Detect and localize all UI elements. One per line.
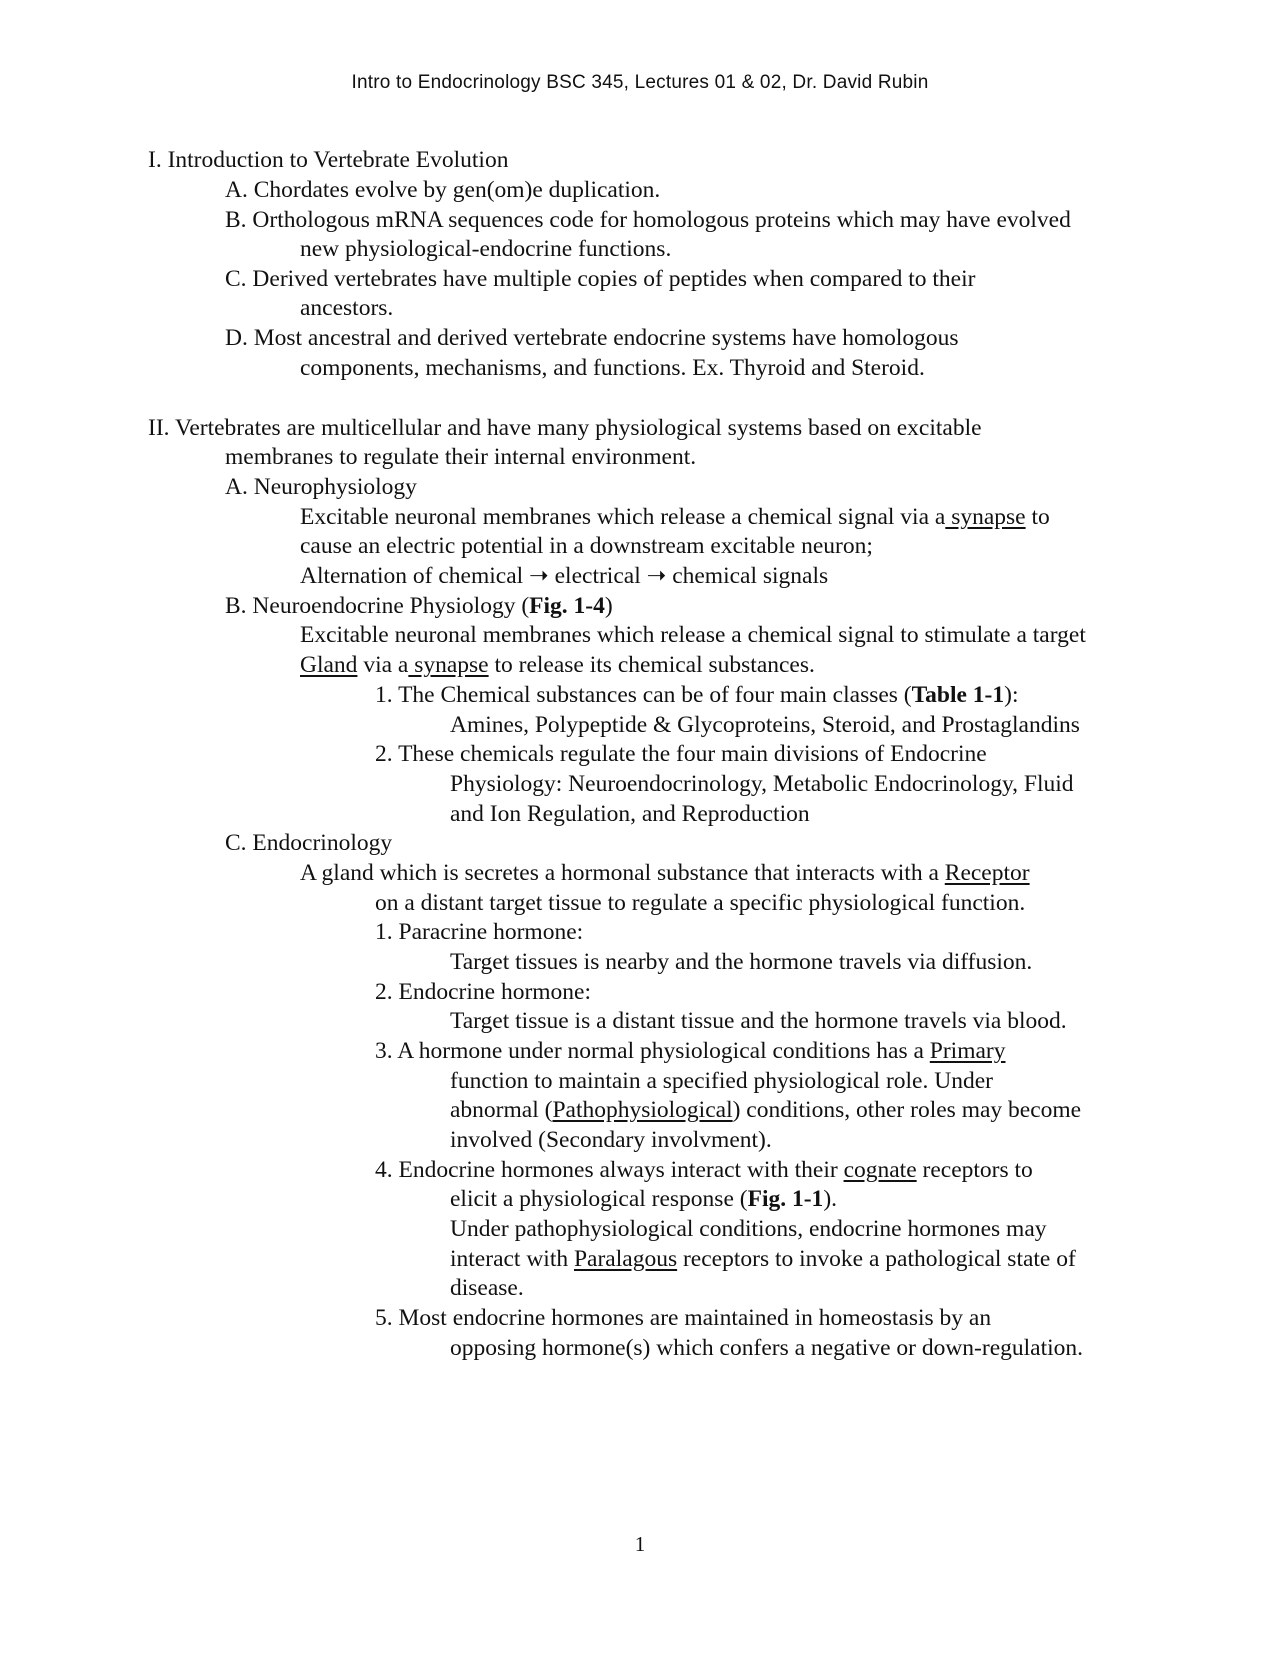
gland-term: Gland	[300, 652, 358, 678]
endocrinology-item-5: 5. Most endocrine hormones are maintained in homeostasis by an	[375, 1305, 992, 1331]
endocrinology-item-4-cont-1: elicit a physiological response (Fig. 1-1).	[450, 1186, 838, 1212]
neurophysiology-line-2: cause an electric potential in a downstream excitable neuron;	[300, 533, 873, 559]
neuroendocrine-item-1: 1. The Chemical substances can be of four main classes (Table 1-1):	[375, 682, 1019, 708]
section-1-item-a: A. Chordates evolve by gen(om)e duplication.	[225, 177, 661, 203]
endocrinology-item-1: 1. Paracrine hormone:	[375, 919, 584, 945]
primary-term: Primary	[929, 1038, 1006, 1064]
endocrinology-item-3-cont-3: involved (Secondary involvment).	[450, 1127, 772, 1153]
endocrinology-item-4-cont-4: disease.	[450, 1275, 524, 1301]
section-2b-heading: B. Neuroendocrine Physiology (Fig. 1-4)	[225, 593, 613, 619]
neuroendocrine-line-1: Excitable neuronal membranes which release a chemical signal to stimulate a target	[300, 622, 1086, 648]
neurophysiology-line-3: Alternation of chemical ➝ electrical ➝ chemical signals	[300, 563, 829, 589]
arrow-right-icon: ➝	[646, 563, 667, 589]
endocrinology-item-4: 4. Endocrine hormones always interact with their cognate receptors to	[375, 1157, 1033, 1183]
section-1-title: I. Introduction to Vertebrate Evolution	[148, 147, 509, 173]
section-1-item-c-cont: ancestors.	[300, 295, 394, 321]
arrow-right-icon: ➝	[529, 563, 549, 589]
endocrinology-item-3-cont-2: abnormal (Pathophysiological) conditions, other roles may become	[450, 1097, 1082, 1123]
section-1-item-c: C. Derived vertebrates have multiple copies of peptides when compared to their	[225, 266, 976, 292]
neuroendocrine-item-1-cont: Amines, Polypeptide & Glycoproteins, Steroid, and Prostaglandins	[450, 712, 1080, 738]
endocrinology-item-4-cont-2: Under pathophysiological conditions, endocrine hormones may	[450, 1216, 1047, 1242]
section-1-item-d-cont: components, mechanisms, and functions. Ex. Thyroid and Steroid.	[300, 355, 925, 381]
section-2c-heading: C. Endocrinology	[225, 830, 393, 856]
table-reference: Table 1-1	[911, 682, 1005, 708]
endocrinology-item-4-cont-3: interact with Paralagous receptors to invoke a pathological state of	[450, 1246, 1076, 1272]
section-2-title-cont: membranes to regulate their internal environment.	[225, 444, 697, 470]
section-1-item-b: B. Orthologous mRNA sequences code for homologous proteins which may have evolved	[225, 207, 1071, 233]
endocrinology-line-1: A gland which is secretes a hormonal substance that interacts with a Receptor	[300, 860, 1030, 886]
endocrinology-item-2-desc: Target tissue is a distant tissue and the hormone travels via blood.	[450, 1008, 1067, 1034]
neuroendocrine-item-2-cont-1: Physiology: Neuroendocrinology, Metabolic Endocrinology, Fluid	[450, 771, 1074, 797]
receptor-term: Receptor	[944, 860, 1030, 886]
neuroendocrine-line-2: Gland via a synapse to release its chemical substances.	[300, 652, 815, 678]
page-number: 1	[634, 1532, 646, 1556]
figure-reference: Fig. 1-4	[529, 593, 605, 619]
endocrinology-item-3: 3. A hormone under normal physiological conditions has a Primary	[375, 1038, 1006, 1064]
neuroendocrine-item-2-cont-2: and Ion Regulation, and Reproduction	[450, 801, 810, 827]
synapse-term: synapse	[408, 652, 489, 678]
cognate-term: cognate	[843, 1157, 917, 1183]
paralagous-term: Paralagous	[573, 1246, 678, 1272]
figure-reference: Fig. 1-1	[747, 1186, 824, 1212]
section-1-item-d: D. Most ancestral and derived vertebrate endocrine systems have homologous	[225, 325, 959, 351]
pathophysiological-term: Pathophysiological	[552, 1097, 733, 1123]
neuroendocrine-item-2: 2. These chemicals regulate the four main divisions of Endocrine	[375, 741, 987, 767]
endocrinology-item-2: 2. Endocrine hormone:	[375, 979, 592, 1005]
section-2-title: II. Vertebrates are multicellular and have many physiological systems based on excitable	[148, 415, 982, 441]
endocrinology-item-1-desc: Target tissues is nearby and the hormone travels via diffusion.	[450, 949, 1033, 975]
endocrinology-line-2: on a distant target tissue to regulate a specific physiological function.	[375, 890, 1026, 916]
synapse-term: synapse	[945, 504, 1026, 530]
page-header: Intro to Endocrinology BSC 345, Lectures 01 & 02, Dr. David Rubin	[351, 72, 929, 93]
neurophysiology-line-1: Excitable neuronal membranes which release a chemical signal via a synapse to	[300, 504, 1050, 530]
section-1-item-b-cont: new physiological-endocrine functions.	[300, 236, 672, 262]
endocrinology-item-3-cont-1: function to maintain a specified physiological role. Under	[450, 1068, 993, 1094]
endocrinology-item-5-cont: opposing hormone(s) which confers a negative or down-regulation.	[450, 1335, 1084, 1361]
section-2a-heading: A. Neurophysiology	[225, 474, 417, 500]
